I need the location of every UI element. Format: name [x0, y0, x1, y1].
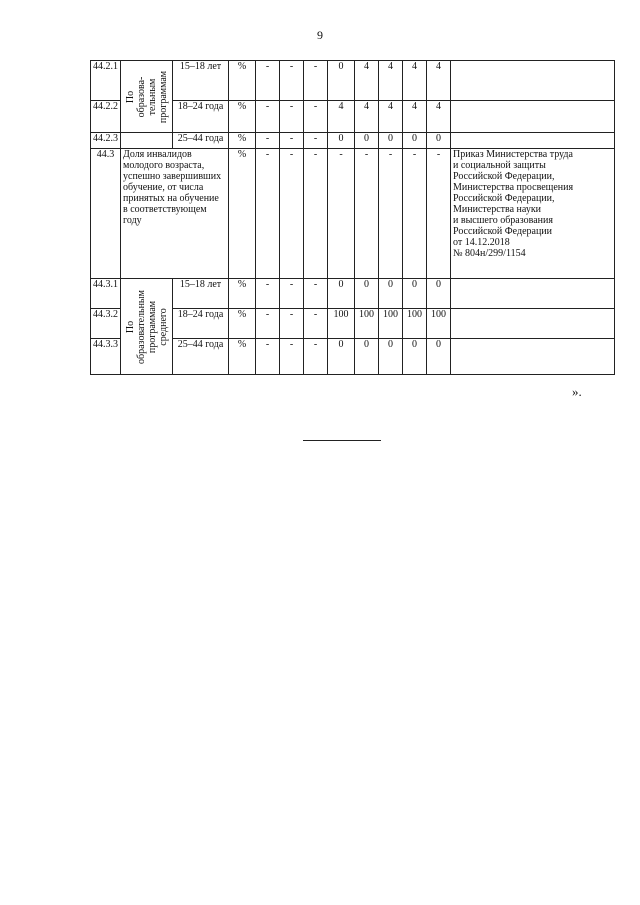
separator-line: [303, 440, 381, 441]
value-cell: -: [379, 149, 403, 279]
unit: %: [229, 61, 256, 101]
value-cell: -: [304, 149, 328, 279]
value-cell: -: [304, 101, 328, 133]
value-cell: -: [256, 133, 280, 149]
closing-quote: ».: [572, 384, 582, 399]
value-cell: -: [280, 133, 304, 149]
row-number: 44.3.1: [91, 279, 121, 309]
value-cell: -: [280, 279, 304, 309]
value-cell: 0: [328, 61, 355, 101]
value-cell: 0: [427, 279, 451, 309]
value-cell: -: [256, 149, 280, 279]
value-cell: 0: [355, 133, 379, 149]
value-cell: 0: [328, 133, 355, 149]
value-cell: 100: [328, 309, 355, 339]
value-cell: -: [256, 61, 280, 101]
table-row: [91, 133, 615, 149]
value-cell: -: [280, 101, 304, 133]
value-cell: 4: [427, 61, 451, 101]
value-cell: 4: [355, 101, 379, 133]
value-cell: 0: [355, 279, 379, 309]
value-cell: -: [304, 339, 328, 375]
value-cell: 4: [355, 61, 379, 101]
value-cell: 0: [355, 339, 379, 375]
value-cell: 0: [379, 339, 403, 375]
age-group: 15–18 лет: [173, 61, 229, 101]
document-cell: [451, 279, 615, 309]
row-number: 44.2.1: [91, 61, 121, 101]
value-cell: 0: [379, 279, 403, 309]
row-number: 44.2.2: [91, 101, 121, 133]
page-number: 9: [317, 28, 323, 42]
age-group: 25–44 года: [173, 339, 229, 375]
document-cell: [451, 309, 615, 339]
group-label-secondary-programs: По образовательным программам среднего: [121, 279, 173, 375]
age-group: 18–24 года: [173, 101, 229, 133]
value-cell: -: [403, 149, 427, 279]
document-cell: [451, 133, 615, 149]
value-cell: -: [280, 339, 304, 375]
value-cell: 100: [427, 309, 451, 339]
value-cell: -: [280, 61, 304, 101]
indicator-name: Доля инвалидов молодого возраста, успешно завершивших обучение, от числа принятых на обучение в соответствующем году: [121, 149, 229, 279]
value-cell: 0: [403, 339, 427, 375]
value-cell: 100: [355, 309, 379, 339]
value-cell: 0: [427, 339, 451, 375]
value-cell: -: [304, 61, 328, 101]
table-row: [91, 279, 615, 309]
value-cell: -: [256, 339, 280, 375]
value-cell: -: [328, 149, 355, 279]
value-cell: -: [427, 149, 451, 279]
indicator-table: [90, 60, 615, 375]
document-cell: [451, 61, 615, 101]
row-number: 44.2.3: [91, 133, 121, 149]
value-cell: -: [280, 309, 304, 339]
age-group: 15–18 лет: [173, 279, 229, 309]
document-reference: Приказ Министерства труда и социальной защиты Российской Федерации, Министерства просвещения Российской Федерации, Министерства науки и высшего образования Российской Федерации от 14.12.2018 № 804н/299/1154: [451, 149, 615, 279]
table-row: [91, 61, 615, 101]
document-cell: [451, 101, 615, 133]
value-cell: -: [355, 149, 379, 279]
value-cell: 0: [403, 133, 427, 149]
unit: %: [229, 101, 256, 133]
value-cell: 100: [403, 309, 427, 339]
age-group: 18–24 года: [173, 309, 229, 339]
value-cell: 4: [403, 61, 427, 101]
unit: %: [229, 309, 256, 339]
value-cell: -: [304, 309, 328, 339]
unit: %: [229, 149, 256, 279]
value-cell: 100: [379, 309, 403, 339]
value-cell: -: [304, 279, 328, 309]
value-cell: -: [280, 149, 304, 279]
value-cell: 0: [379, 133, 403, 149]
value-cell: 4: [379, 61, 403, 101]
row-number: 44.3.2: [91, 309, 121, 339]
value-cell: 4: [427, 101, 451, 133]
value-cell: -: [256, 101, 280, 133]
age-group: 25–44 года: [173, 133, 229, 149]
table-row: [91, 149, 615, 279]
value-cell: 0: [328, 339, 355, 375]
value-cell: 4: [403, 101, 427, 133]
value-cell: -: [256, 309, 280, 339]
group-label-cell: [121, 133, 173, 149]
unit: %: [229, 339, 256, 375]
row-number: 44.3: [91, 149, 121, 279]
value-cell: 4: [379, 101, 403, 133]
value-cell: 0: [328, 279, 355, 309]
value-cell: 0: [403, 279, 427, 309]
unit: %: [229, 279, 256, 309]
group-label-general-programs: По образова- тельным программам: [121, 61, 173, 133]
value-cell: 4: [328, 101, 355, 133]
row-number: 44.3.3: [91, 339, 121, 375]
value-cell: -: [256, 279, 280, 309]
document-cell: [451, 339, 615, 375]
unit: %: [229, 133, 256, 149]
value-cell: -: [304, 133, 328, 149]
value-cell: 0: [427, 133, 451, 149]
